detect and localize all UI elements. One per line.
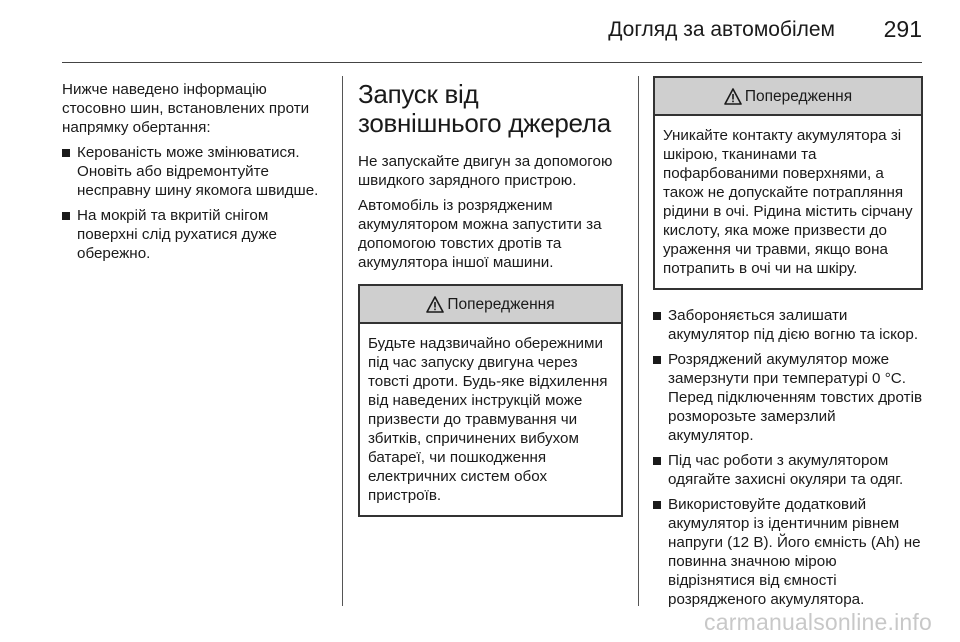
page-number: 291 xyxy=(883,16,922,42)
watermark: carmanualsonline.info xyxy=(704,609,932,635)
warning-heading: Попередження xyxy=(744,87,853,105)
column-1 xyxy=(62,80,328,269)
list-item: На мокрій та вкритій снігом поверхні слід рухатися дуже обережно. xyxy=(62,206,328,263)
paragraph: Не запускайте двигун за допомогою швидкого зарядного пристрою. xyxy=(358,153,613,189)
warning-box xyxy=(358,284,623,517)
warning-header xyxy=(655,78,921,116)
square-bullet-icon xyxy=(653,312,661,320)
header-rule xyxy=(62,62,922,63)
square-bullet-icon xyxy=(653,457,661,465)
square-bullet-icon xyxy=(653,501,661,509)
warning-header xyxy=(360,286,621,324)
battery-bullet-list xyxy=(653,306,923,609)
column-divider-1 xyxy=(342,76,343,606)
warning-heading: Попередження xyxy=(447,295,555,313)
tyre-bullet-list xyxy=(62,143,328,263)
warning-text: Уникайте контакту акумулятора зі шкірою, тканинами та пофарбованими поверхнями, а також не допускайте потрапляння рідини в очі. Рідина містить сірчану кислоту, яка може призвести до ураження чи травми, якщо вона потрапить в очі чи на шкіру. xyxy=(663,127,913,277)
page-header xyxy=(0,0,960,62)
list-item: Забороняється залишати акумулятор під дією вогню та іскор. xyxy=(653,306,923,344)
chapter-title: Догляд за автомобілем xyxy=(608,18,835,41)
list-item: Під час роботи з акумулятором одягайте захисні окуляри та одяг. xyxy=(653,451,923,489)
column-2 xyxy=(358,80,623,525)
paragraph: Автомобіль із розрядженим акумулятором можна запустити за допомогою товстих дротів та акумулятора іншої машини. xyxy=(358,197,602,271)
section-title: Запуск від зовнішнього джерела xyxy=(358,79,611,138)
square-bullet-icon xyxy=(653,356,661,364)
warning-box xyxy=(653,76,923,290)
warning-triangle-icon xyxy=(724,88,742,105)
square-bullet-icon xyxy=(62,149,70,157)
list-item: Керованість може змінюватися. Оновіть або відремонтуйте несправну шину якомога швидше. xyxy=(62,143,328,200)
warning-triangle-icon xyxy=(426,296,444,313)
tyre-intro-text: Нижче наведено інформацію стосовно шин, встановлених проти напрямку обертання: xyxy=(62,81,310,136)
column-divider-2 xyxy=(638,76,639,606)
column-3 xyxy=(653,76,923,615)
warning-text: Будьте надзвичайно обережними під час запуску двигуна через товсті дроти. Будь-яке відхилення від наведених інструкцій може призвести до травмування чи збитків, спричинених вибухом батареї, чи пошкодження електричних систем обох пристроїв. xyxy=(368,335,608,504)
list-item: Використовуйте додатковий акумулятор із ідентичним рівнем напруги (12 В). Його ємність (Ah) не повинна значною мірою відрізнятися від ємності розрядженого акумулятора. xyxy=(653,495,923,609)
list-item: Розряджений акумулятор може замерзнути при температурі 0 °C. Перед підключенням товстих дротів розморозьте замерзлий акумулятор. xyxy=(653,350,923,445)
square-bullet-icon xyxy=(62,212,70,220)
